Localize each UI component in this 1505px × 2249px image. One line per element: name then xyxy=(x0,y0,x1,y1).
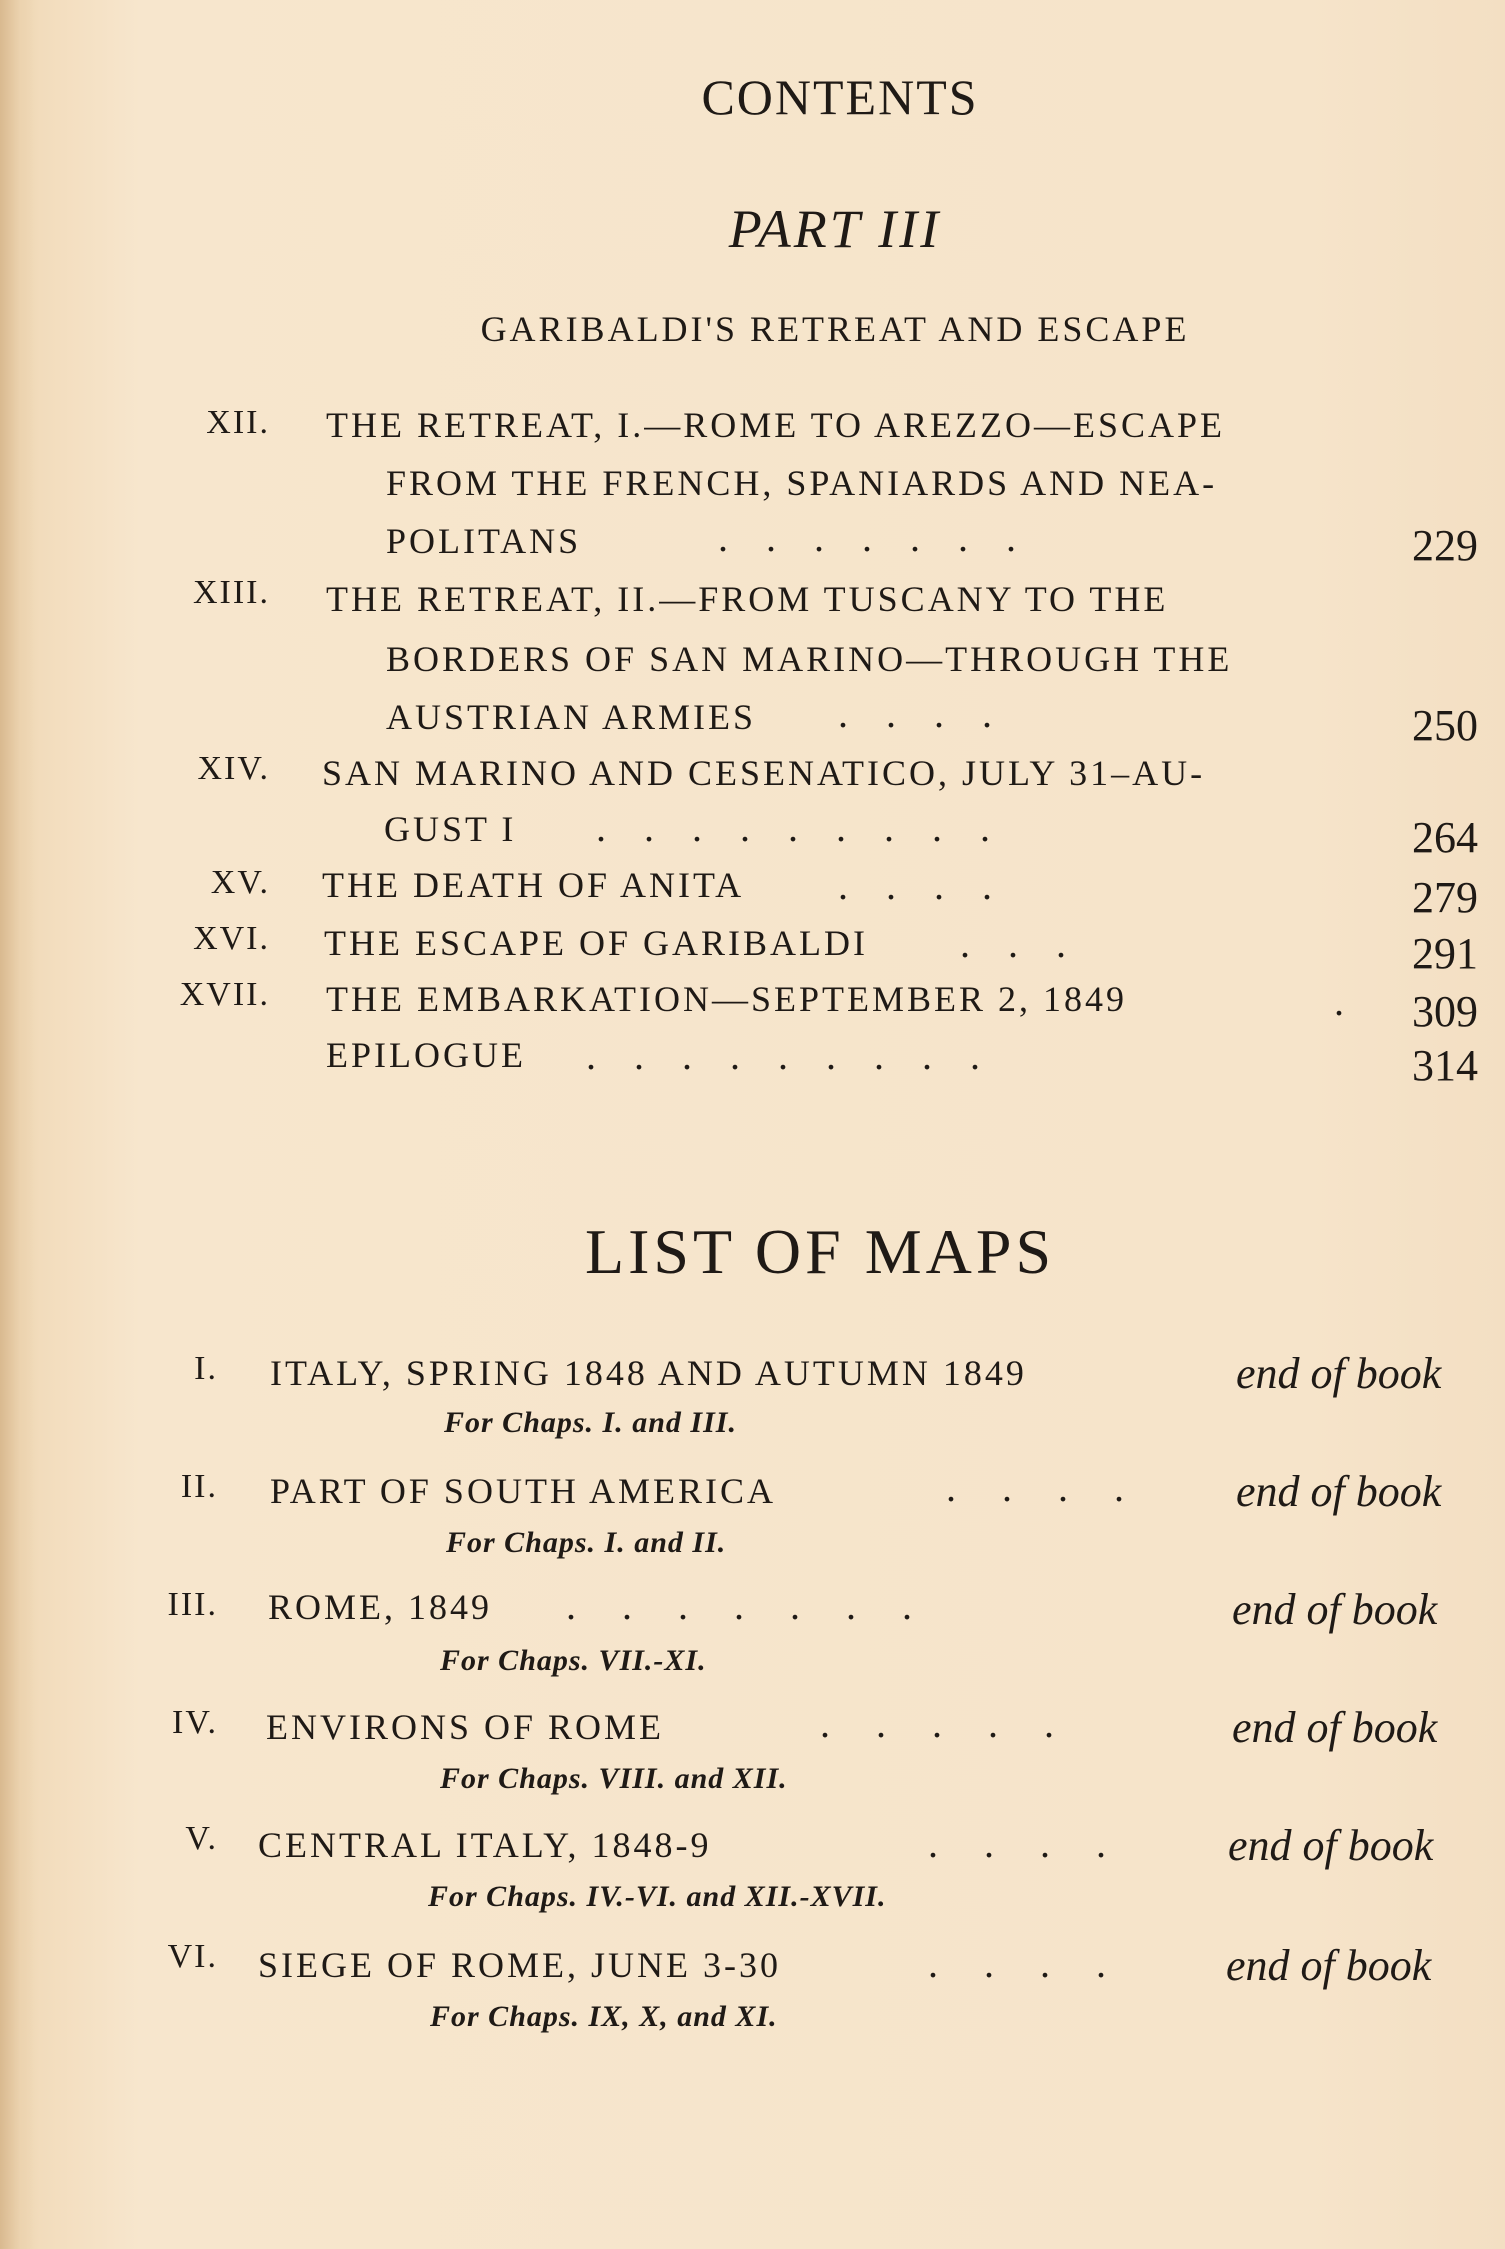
map-location: end of book xyxy=(1236,1349,1442,1398)
map-title: PART OF SOUTH AMERICA xyxy=(270,1471,776,1511)
chapter-number: XII. xyxy=(206,404,270,441)
chapter-number: XIII. xyxy=(192,574,270,611)
page-number: 291 xyxy=(1412,929,1478,978)
page-number: 229 xyxy=(1412,521,1478,570)
map-chapters-note: For Chaps. IX, X, and XI. xyxy=(430,2000,778,2033)
chapter-number: XVII. xyxy=(179,976,270,1013)
contents-heading: CONTENTS xyxy=(701,69,979,125)
chapter-title-line: SAN MARINO AND CESENATICO, JULY 31–AU- xyxy=(322,753,1206,793)
dot-leader: ....... xyxy=(566,1583,958,1628)
dot-leader: ..... xyxy=(820,1701,1100,1746)
map-chapters-note: For Chaps. VII.-XI. xyxy=(440,1644,707,1677)
map-chapters-note: For Chaps. VIII. and XII. xyxy=(440,1762,788,1795)
chapter-title-line: THE DEATH OF ANITA xyxy=(322,865,745,905)
page-number: 264 xyxy=(1412,813,1478,862)
map-title: SIEGE OF ROME, JUNE 3-30 xyxy=(258,1945,782,1985)
map-number: IV. xyxy=(172,1704,218,1741)
page-edge xyxy=(0,0,34,2249)
dot-leader: ... xyxy=(960,921,1104,966)
page-number: 309 xyxy=(1412,987,1478,1036)
map-number: II. xyxy=(180,1468,218,1505)
part-subtitle: GARIBALDI'S RETREAT AND ESCAPE xyxy=(480,309,1190,349)
chapter-number: XVI. xyxy=(193,920,270,957)
map-number: VI. xyxy=(167,1938,218,1975)
map-location: end of book xyxy=(1226,1941,1432,1990)
map-title: ITALY, SPRING 1848 AND AUTUMN 1849 xyxy=(270,1353,1027,1393)
dot-leader: .... xyxy=(928,1821,1152,1866)
dot-leader: ....... xyxy=(718,515,1054,560)
map-location: end of book xyxy=(1236,1467,1442,1516)
chapter-title-line: THE ESCAPE OF GARIBALDI xyxy=(324,923,869,963)
map-number: I. xyxy=(194,1350,218,1387)
chapter-title-line: THE RETREAT, II.—FROM TUSCANY TO THE xyxy=(326,579,1169,619)
chapter-title-line: AUSTRIAN ARMIES xyxy=(386,697,757,737)
maps-heading: LIST OF MAPS xyxy=(584,1216,1056,1287)
chapter-title-line: EPILOGUE xyxy=(326,1035,526,1075)
map-title: ROME, 1849 xyxy=(268,1587,493,1627)
map-location: end of book xyxy=(1228,1821,1434,1870)
dot-leader: ......... xyxy=(596,805,1028,850)
dot-leader: . xyxy=(1334,979,1382,1024)
map-location: end of book xyxy=(1232,1585,1438,1634)
map-chapters-note: For Chaps. I. and II. xyxy=(446,1526,727,1559)
chapter-number: XIV. xyxy=(197,750,270,787)
dot-leader: ......... xyxy=(586,1033,1018,1078)
map-number: V. xyxy=(185,1820,218,1857)
map-title: CENTRAL ITALY, 1848-9 xyxy=(258,1825,712,1865)
map-location: end of book xyxy=(1232,1703,1438,1752)
chapter-number: XV. xyxy=(210,864,270,901)
map-chapters-note: For Chaps. I. and III. xyxy=(444,1406,737,1439)
dot-leader: .... xyxy=(946,1465,1170,1510)
chapter-title-line: THE RETREAT, I.—ROME TO AREZZO—ESCAPE xyxy=(326,405,1226,445)
dot-leader: .... xyxy=(838,691,1030,736)
chapter-title-line: GUST I xyxy=(384,809,517,849)
page-number: 314 xyxy=(1412,1041,1478,1090)
map-number: III. xyxy=(167,1586,218,1623)
chapter-title-line: POLITANS xyxy=(386,521,582,561)
dot-leader: .... xyxy=(928,1941,1152,1986)
chapter-title-line: BORDERS OF SAN MARINO—THROUGH THE xyxy=(386,639,1233,679)
part-heading: PART III xyxy=(728,199,942,259)
dot-leader: .... xyxy=(838,863,1030,908)
map-title: ENVIRONS OF ROME xyxy=(266,1707,665,1747)
page-number: 250 xyxy=(1412,701,1478,750)
chapter-title-line: FROM THE FRENCH, SPANIARDS AND NEA- xyxy=(386,463,1218,503)
page-number: 279 xyxy=(1412,873,1478,922)
map-chapters-note: For Chaps. IV.-VI. and XII.-XVII. xyxy=(428,1880,887,1913)
chapter-title-line: THE EMBARKATION—SEPTEMBER 2, 1849 xyxy=(326,979,1128,1019)
